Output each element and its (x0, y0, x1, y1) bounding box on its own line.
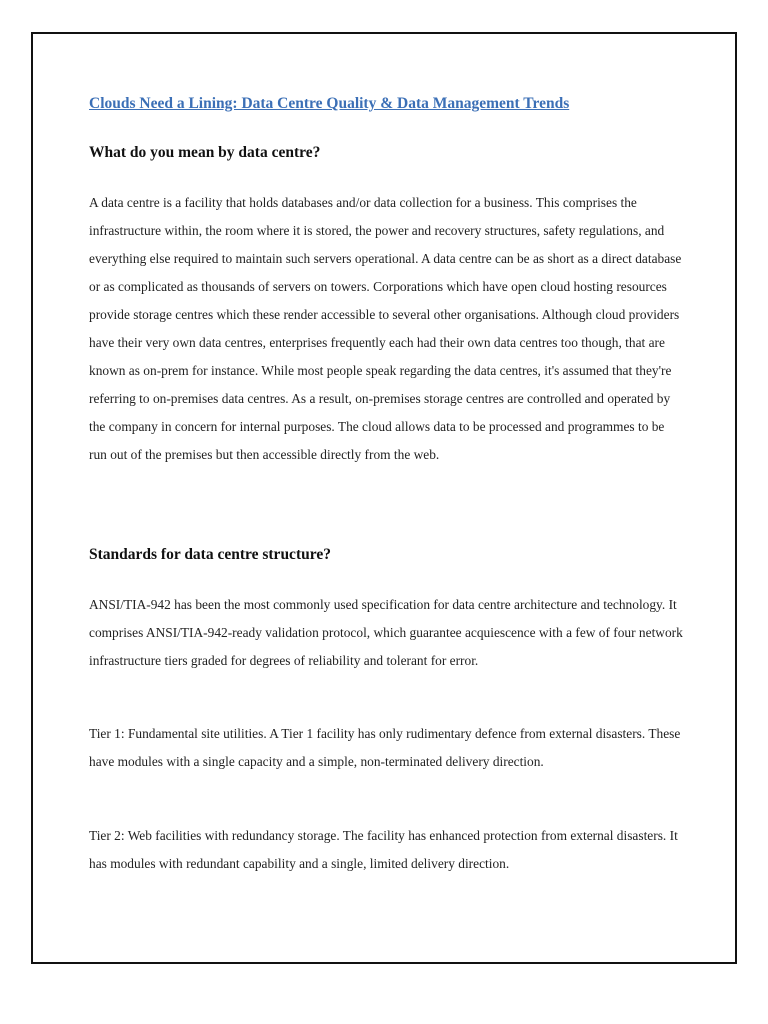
paragraph-ansi-tia-942: ANSI/TIA-942 has been the most commonly used specification for data centre architecture and technology. It comprises ANSI/TIA-942-ready validation protocol, which guarantee acquiescence with a few of four network infrastructure tiers graded for degrees of reliability and tolerant for error. (89, 597, 683, 668)
paragraph-tier-1: Tier 1: Fundamental site utilities. A Tier 1 facility has only rudimentary defence from external disasters. These have modules with a single capacity and a simple, non-terminated delivery direction. (89, 726, 681, 769)
section-heading-data-centre: What do you mean by data centre? (89, 144, 321, 161)
document-body (89, 93, 689, 871)
section-heading-standards: Standards for data centre structure? (89, 546, 331, 563)
paragraph-tier-2: Tier 2: Web facilities with redundancy storage. The facility has enhanced protection from external disasters. It has modules with redundant capability and a single, limited delivery direction. (89, 828, 678, 871)
document-title-link[interactable]: Clouds Need a Lining: Data Centre Quality & Data Management Trends (89, 95, 570, 112)
paragraph-data-centre-definition: A data centre is a facility that holds databases and/or data collection for a business. This comprises the infrastructure within, the room where it is stored, the power and recovery structures, safety regulations, and everything else required to maintain such servers operational. A data centre can be as short as a direct database or as complicated as thousands of servers on towers. Corporations which have open cloud hosting resources provide storage centres which these render accessible to several other organisations. Although cloud providers have their very own data centres, enterprises frequently each had their own data centres too though, that are known as on-prem for instance. While most people speak regarding the data centres, it's assumed that they're referring to on-premises data centres. As a result, on-premises storage centres are controlled and operated by the company in concern for internal purposes. The cloud allows data to be processed and programmes to be run out of the premises but then accessible directly from the web. (89, 195, 682, 462)
